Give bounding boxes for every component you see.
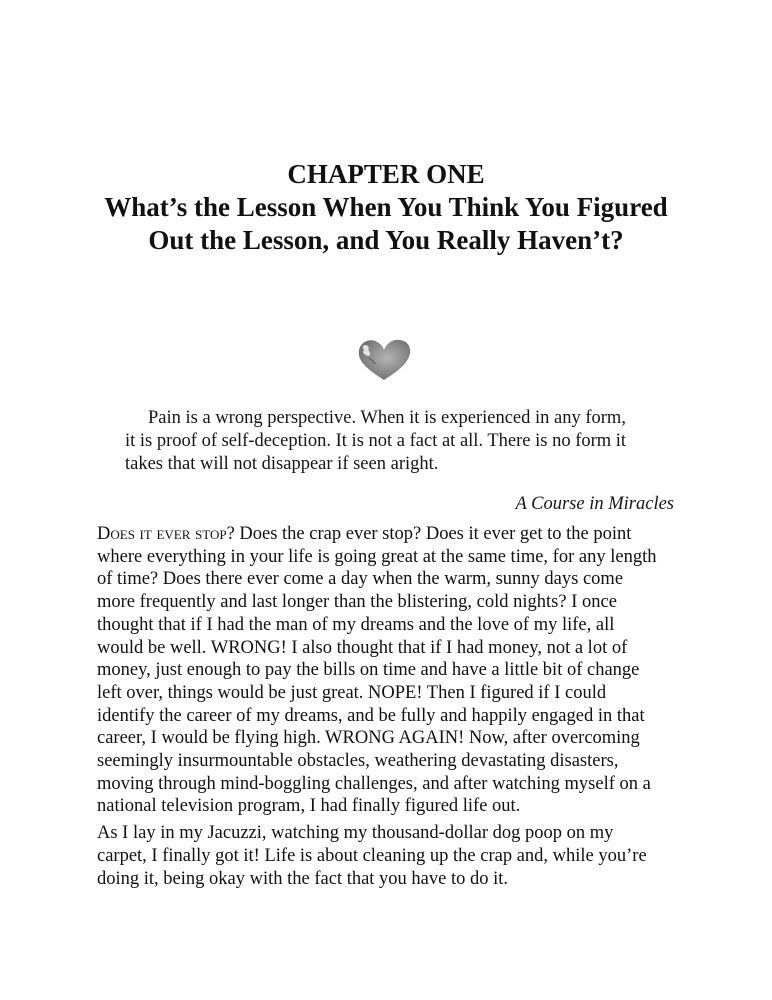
paragraph-line: As I lay in my Jacuzzi, watching my thousand-dollar dog poop on my <box>97 823 614 844</box>
paragraph-line <box>97 523 687 546</box>
body-text <box>97 523 687 890</box>
paragraph-line: moving through mind-boggling challenges, and after watching myself on a <box>97 773 651 794</box>
paragraph-line: thought that if I had the man of my dreams and the love of my life, all <box>97 614 615 635</box>
paragraph <box>97 523 687 818</box>
chapter-heading <box>0 158 772 257</box>
epigraph <box>125 407 655 476</box>
paragraph-line: identify the career of my dreams, and be fully and happily engaged in that <box>97 705 645 726</box>
lead-in-smallcaps: Does it ever stop <box>97 524 227 544</box>
paragraph <box>97 822 687 890</box>
paragraph-line: money, just enough to pay the bills on time and have a little bit of change <box>97 660 640 681</box>
chapter-label: CHAPTER ONE <box>287 159 485 189</box>
paragraph-line: doing it, being okay with the fact that you have to do it. <box>97 868 509 889</box>
paragraph-line: where everything in your life is going great at the same time, for any length <box>97 546 657 567</box>
epigraph-line: takes that will not disappear if seen aright. <box>125 454 439 474</box>
epigraph-line: Pain is a wrong perspective. When it is experienced in any form, <box>148 408 626 428</box>
epigraph-attribution: A Course in Miracles <box>515 494 674 514</box>
paragraph-line: seemingly insurmountable obstacles, weathering devastating disasters, <box>97 751 619 772</box>
first-line-rest: ? Does the crap ever stop? Does it ever get to the point <box>226 524 632 544</box>
paragraph-line: left over, things would be just great. NOPE! Then I figured if I could <box>97 682 607 703</box>
chapter-title-line: Out the Lesson, and You Really Haven’t? <box>148 225 624 255</box>
paragraph-line: career, I would be flying high. WRONG AGAIN! Now, after overcoming <box>97 728 640 749</box>
paragraph-line: national television program, I had finally figured life out. <box>97 796 521 817</box>
paragraph-line: carpet, I finally got it! Life is about cleaning up the crap and, while you’re <box>97 845 647 866</box>
chapter-title-line: What’s the Lesson When You Think You Figured <box>104 192 668 222</box>
paragraph-line: more frequently and last longer than the blistering, cold nights? I once <box>97 592 617 613</box>
heart-ornament-icon <box>355 336 413 382</box>
epigraph-line: it is proof of self-deception. It is not a fact at all. There is no form it <box>125 431 627 451</box>
paragraph-line: of time? Does there ever come a day when the warm, sunny days come <box>97 569 624 590</box>
paragraph-line: would be well. WRONG! I also thought that if I had money, not a lot of <box>97 637 628 658</box>
